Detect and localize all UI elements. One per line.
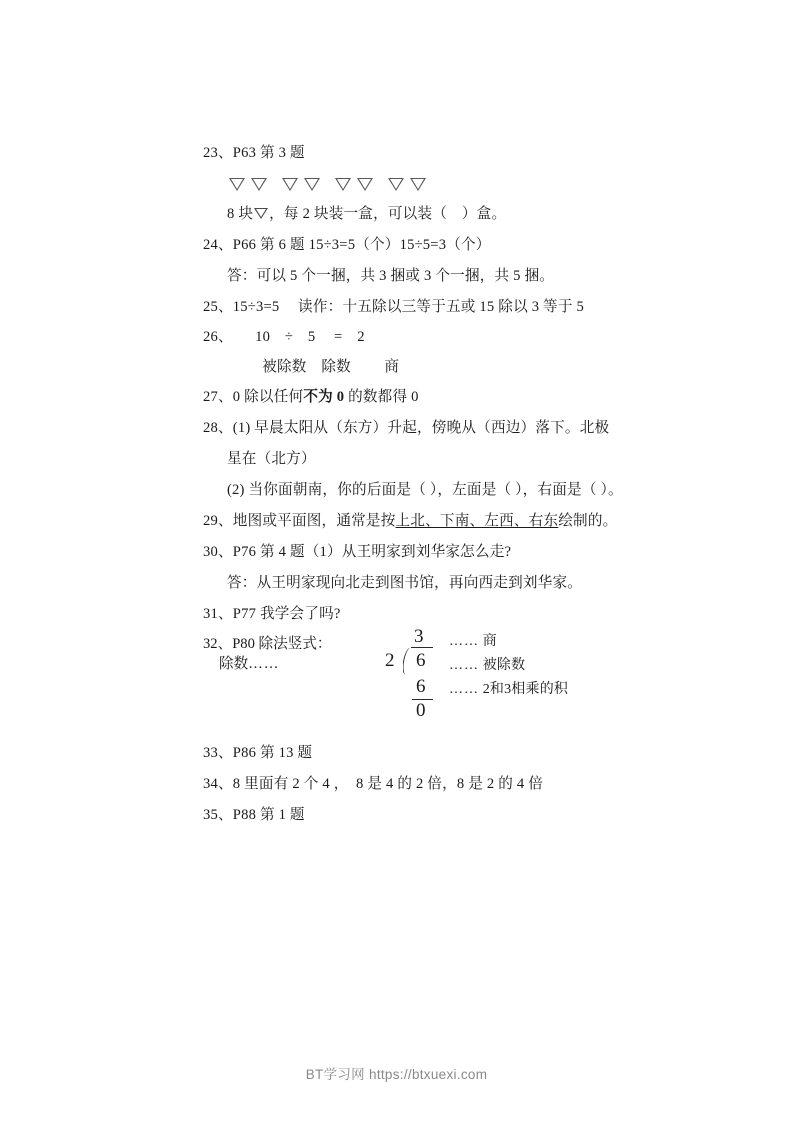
item-24-heading: 24、P66 第 6 题 15÷3=5（个）15÷5=3（个） bbox=[203, 237, 491, 253]
triangle-icon bbox=[357, 178, 373, 191]
item-32-label: 32、P80 除法竖式： bbox=[203, 636, 332, 652]
divisor-annotation-label: 除数 bbox=[219, 656, 249, 672]
division-bracket-icon bbox=[403, 648, 413, 674]
triangle-icon bbox=[282, 178, 298, 191]
item-27-emphasis: 不为 0 bbox=[303, 389, 345, 405]
item-29-suffix: 绘制的。 bbox=[558, 513, 618, 529]
note-quotient bbox=[449, 630, 497, 650]
triangle-icon bbox=[229, 178, 245, 191]
item-23-question-post: ，每 2 块装一盒，可以装（ ）盒。 bbox=[269, 206, 507, 222]
item-23-question-pre: 8 块 bbox=[227, 206, 254, 222]
triangle-group bbox=[335, 178, 373, 191]
item-26-labels: 被除数 除数 商 bbox=[203, 359, 400, 375]
triangle-icon bbox=[388, 178, 404, 191]
triangle-icon bbox=[254, 208, 268, 219]
divisor-annotation bbox=[219, 652, 279, 673]
triangle-icon bbox=[335, 178, 351, 191]
item-30-answer: 答：从王明家现向北走到图书馆，再向西走到刘华家。 bbox=[227, 575, 583, 591]
item-34-text: 34、8 里面有 2 个 4 ， 8 是 4 的 2 倍，8 是 2 的 4 倍 bbox=[203, 776, 544, 792]
item-27-text bbox=[203, 382, 693, 413]
page-footer: BT学习网 https://btxuexi.com bbox=[305, 1067, 488, 1082]
dots-leader: …… bbox=[449, 634, 479, 649]
division-vinculum bbox=[411, 647, 433, 648]
item-28-line-1: 28、(1) 早晨太阳从（东方）升起，傍晚从（西边）落下。北极 bbox=[203, 420, 610, 436]
item-26-equation: 26、 10 ÷ 5 = 2 bbox=[203, 329, 365, 345]
dividend-value: 6 bbox=[416, 650, 426, 671]
item-28-line-3: (2) 当你面朝南，你的后面是（ ），左面是（ ），右面是（ ）。 bbox=[227, 482, 623, 498]
triangle-icon bbox=[251, 178, 267, 191]
item-35-text: 35、P88 第 1 题 bbox=[203, 807, 305, 823]
triangle-group bbox=[229, 178, 267, 191]
note-product-label: 2和3相乘的积 bbox=[482, 682, 569, 697]
remainder-value: 0 bbox=[416, 700, 426, 721]
item-27-suffix: 的数都得 0 bbox=[344, 389, 419, 405]
item-32-division-diagram bbox=[203, 626, 693, 738]
item-29-text bbox=[203, 506, 693, 537]
item-23-heading: 23、P63 第 3 题 bbox=[203, 145, 305, 161]
item-29-prefix: 29、地图或平面图，通常是按 bbox=[203, 513, 396, 529]
note-dividend bbox=[449, 654, 525, 674]
dots-leader: …… bbox=[449, 682, 479, 697]
item-33-text: 33、P86 第 13 题 bbox=[203, 745, 313, 761]
note-dividend-label: 被除数 bbox=[482, 658, 526, 673]
item-27-prefix: 27、0 除以任何 bbox=[203, 389, 304, 405]
item-30-heading: 30、P76 第 4 题（1）从王明家到刘华家怎么走? bbox=[203, 544, 512, 560]
item-25-text: 25、15÷3=5 读作：十五除以三等于五或 15 除以 3 等于 5 bbox=[203, 299, 584, 315]
dots-leader: …… bbox=[449, 658, 479, 673]
note-product bbox=[449, 678, 568, 698]
item-23-triangle-row bbox=[203, 169, 693, 199]
worksheet-content bbox=[203, 138, 693, 831]
product-value: 6 bbox=[416, 676, 426, 697]
triangle-icon bbox=[410, 178, 426, 191]
item-23-question bbox=[203, 199, 693, 230]
dots-leader: …… bbox=[248, 656, 280, 672]
triangle-icon bbox=[304, 178, 320, 191]
item-31-text: 31、P77 我学会了吗? bbox=[203, 606, 341, 622]
item-29-underlined: 上北、下南、左西、右东 bbox=[395, 513, 559, 529]
note-quotient-label: 商 bbox=[482, 634, 497, 649]
item-28-line-2: 星在（北方） bbox=[227, 451, 316, 467]
triangle-group bbox=[388, 178, 426, 191]
item-24-answer: 答：可以 5 个一捆，共 3 捆或 3 个一捆，共 5 捆。 bbox=[227, 268, 555, 284]
triangle-group bbox=[282, 178, 320, 191]
quotient-value: 3 bbox=[414, 626, 424, 647]
divisor-value: 2 bbox=[385, 650, 395, 671]
